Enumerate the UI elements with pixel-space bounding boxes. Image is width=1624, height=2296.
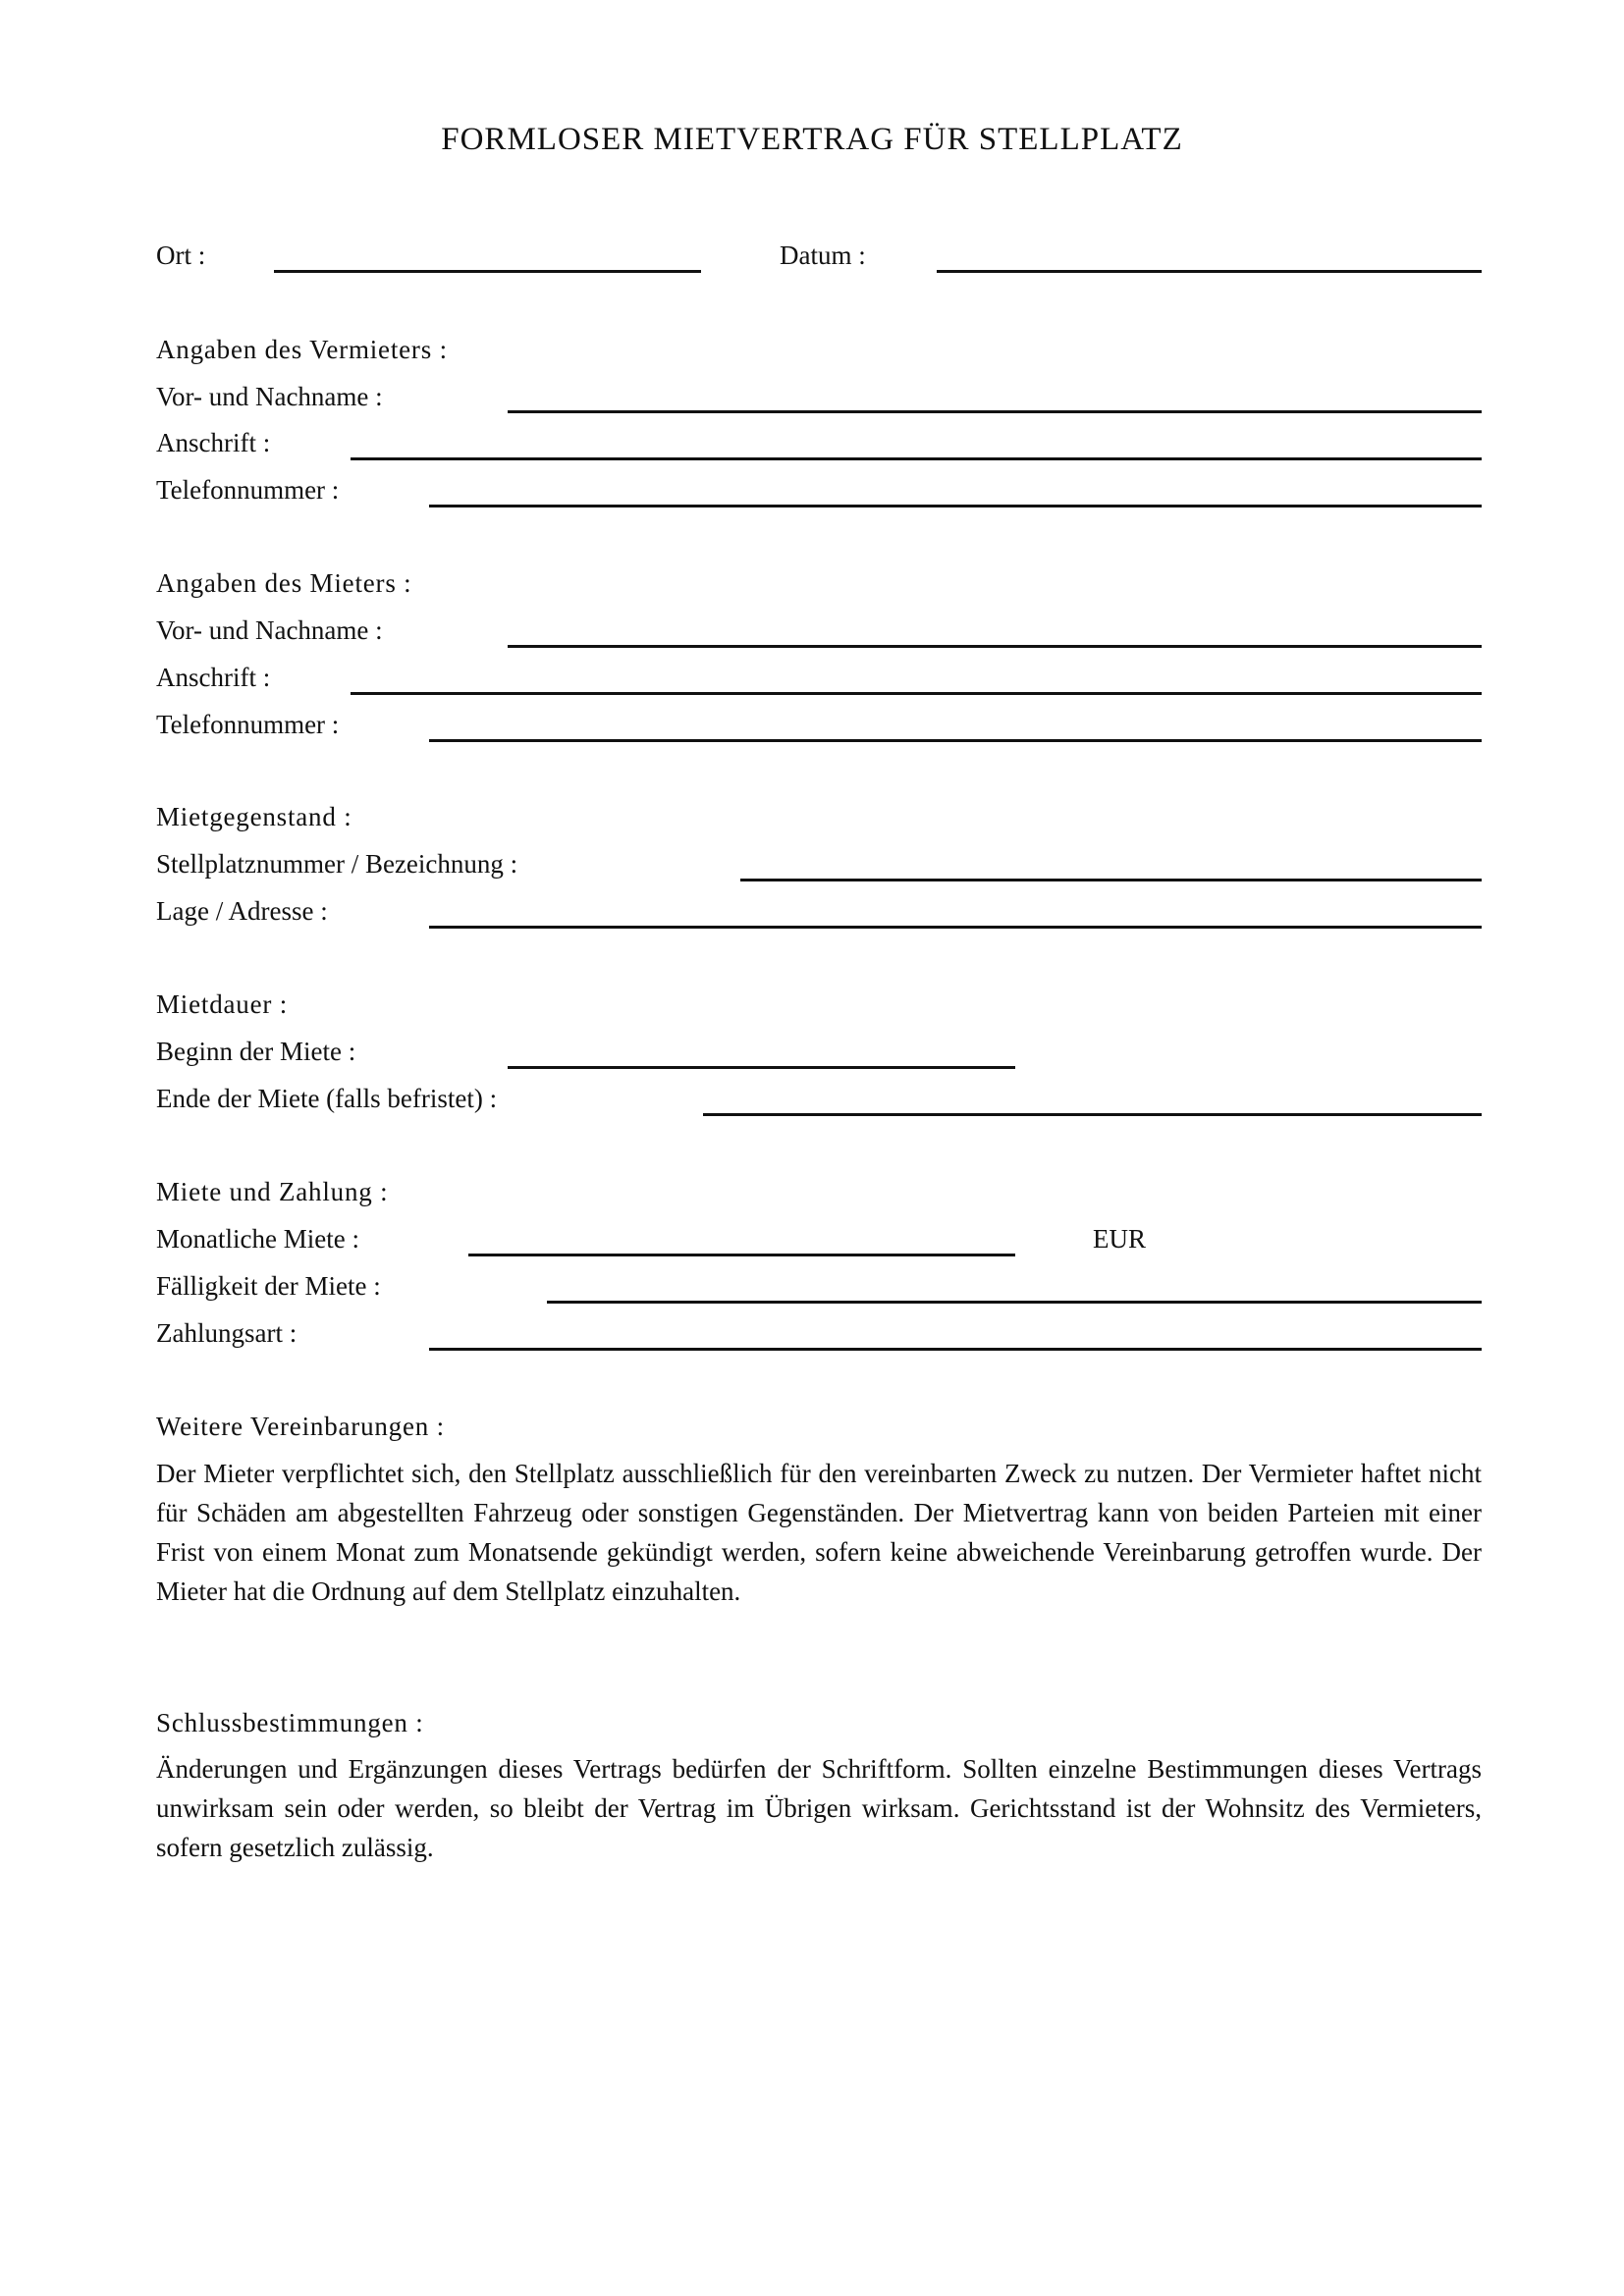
mietdauer-heading: Mietdauer :	[156, 989, 289, 1019]
mietgegenstand-heading: Mietgegenstand :	[156, 802, 352, 831]
rent-label: Monatliche Miete :	[156, 1224, 359, 1254]
mieter-phone-line[interactable]	[429, 739, 1482, 742]
ort-field-line[interactable]	[274, 270, 701, 273]
location-line[interactable]	[429, 926, 1482, 929]
mieter-heading: Angaben des Mieters :	[156, 568, 412, 598]
method-label: Zahlungsart :	[156, 1318, 298, 1348]
stellplatz-number-label: Stellplatznummer / Bezeichnung :	[156, 849, 518, 879]
document-title: FORMLOSER MIETVERTRAG FÜR STELLPLATZ	[441, 122, 1183, 157]
due-label: Fälligkeit der Miete :	[156, 1271, 381, 1301]
mieter-phone-label: Telefonnummer :	[156, 710, 340, 739]
method-line[interactable]	[429, 1348, 1482, 1351]
datum-field-line[interactable]	[937, 270, 1482, 273]
datum-label: Datum :	[780, 240, 866, 270]
mieter-address-line[interactable]	[351, 692, 1482, 695]
schluss-text: Änderungen und Ergänzungen dieses Vertrags bedürfen der Schriftform. Sollten einzelne Bestimmungen dieses Vertrags unwirksam sein oder werden, so bleibt der Vertrag im Übrigen wirksam. Gerichtsstand ist der Wohnsitz des Vermieters, sofern gesetzlich zulässig.	[156, 1754, 1482, 1862]
zahlung-heading: Miete und Zahlung :	[156, 1177, 389, 1206]
vermieter-name-line[interactable]	[508, 410, 1482, 413]
vermieter-address-label: Anschrift :	[156, 428, 271, 457]
currency-label: EUR	[1093, 1224, 1146, 1254]
vermieter-phone-line[interactable]	[429, 505, 1482, 507]
vereinbarungen-heading: Weitere Vereinbarungen :	[156, 1412, 445, 1441]
mieter-name-label: Vor- und Nachname :	[156, 615, 383, 645]
vermieter-phone-label: Telefonnummer :	[156, 475, 340, 505]
start-line[interactable]	[508, 1066, 1015, 1069]
start-label: Beginn der Miete :	[156, 1037, 356, 1066]
end-line[interactable]	[703, 1113, 1482, 1116]
mieter-address-label: Anschrift :	[156, 663, 271, 692]
rent-line[interactable]	[468, 1254, 1015, 1256]
due-line[interactable]	[547, 1301, 1482, 1304]
schluss-heading: Schlussbestimmungen :	[156, 1708, 424, 1737]
vermieter-address-line[interactable]	[351, 457, 1482, 460]
stellplatz-number-line[interactable]	[740, 879, 1482, 881]
mieter-name-line[interactable]	[508, 645, 1482, 648]
vermieter-heading: Angaben des Vermieters :	[156, 335, 448, 364]
end-label: Ende der Miete (falls befristet) :	[156, 1084, 498, 1113]
vereinbarungen-text: Der Mieter verpflichtet sich, den Stellplatz ausschließlich für den vereinbarten Zweck zu nutzen. Der Vermieter haftet nicht für Schäden am abgestellten Fahrzeug oder sonstigen Gegenständen. Der Mietvertrag kann von beiden Parteien mit einer Frist von einem Monat zum Monatsende gekündigt werden, sofern keine abweichende Vereinbarung getroffen wurde. Der Mieter hat die Ordnung auf dem Stellplatz einzuhalten.	[156, 1459, 1482, 1606]
ort-label: Ort :	[156, 240, 206, 270]
vermieter-name-label: Vor- und Nachname :	[156, 382, 383, 411]
location-label: Lage / Adresse :	[156, 896, 328, 926]
